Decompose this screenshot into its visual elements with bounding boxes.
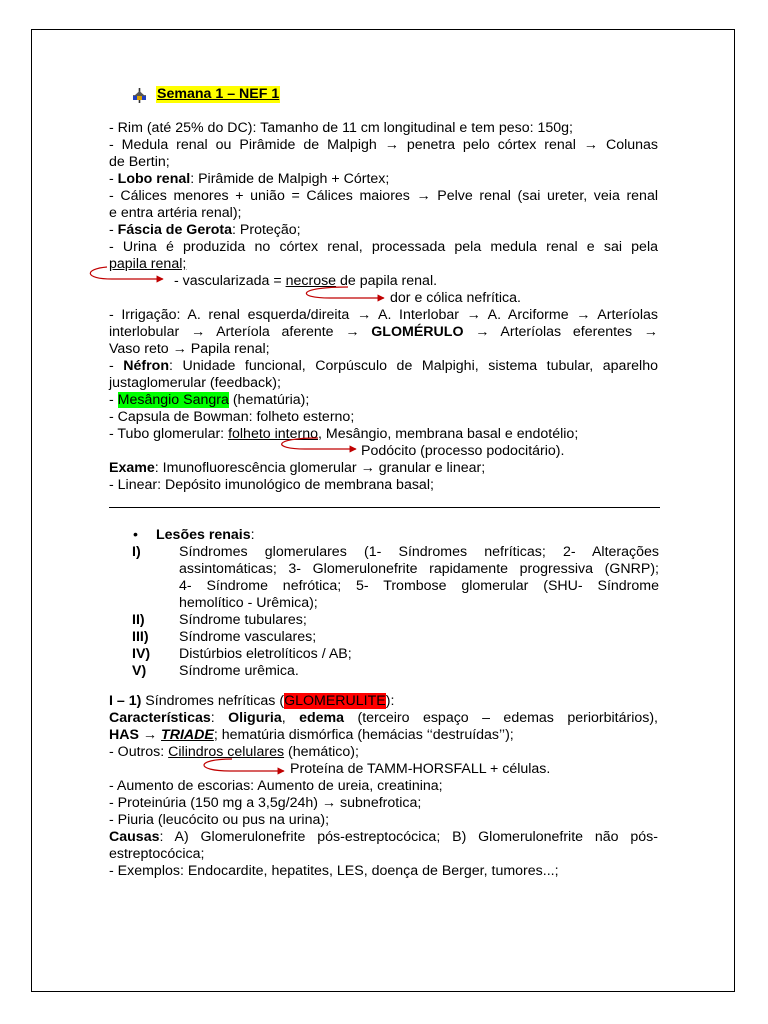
text-line: Causas: A) Glomerulonefrite pós-estreptocócica; B) Glomerulonefrite não pós- <box>109 829 658 845</box>
list-item: hemolítico - Urêmica); <box>179 595 318 611</box>
list-item: Síndrome tubulares; <box>179 612 307 628</box>
list-number: III) <box>132 629 149 645</box>
underlined-term: necrose <box>285 273 337 289</box>
list-item: Síndrome vasculares; <box>179 629 317 645</box>
text-line: - Medula renal ou Pirâmide de Malpigh → penetra pelo córtex renal → Colunas <box>109 137 658 153</box>
text-line: - Outros: Cilindros celulares (hemático); <box>109 744 359 760</box>
bold-term: Exame <box>109 460 155 476</box>
text-line: - Capsula de Bowman: folheto esterno; <box>109 409 355 425</box>
text-line: - Piuria (leucócito ou pus na urina); <box>109 812 330 828</box>
text-line: interlobular → Arteríola aferente → GLOMÉRULO → Arteríolas eferentes → <box>109 324 658 340</box>
highlighted-term: Mesângio Sangra <box>117 392 229 408</box>
list-item: 4- Síndrome nefrótica; 5- Trombose glomerular (SHU- Síndrome <box>179 578 659 594</box>
text-line: Características: Oliguria, edema (terceiro espaço – edemas periorbitários), <box>109 710 659 726</box>
list-number: II) <box>132 612 145 628</box>
text-line: justaglomerular (feedback); <box>109 375 281 391</box>
text-line: - Néfron: Unidade funcional, Corpúsculo de Malpighi, sistema tubular, aparelho <box>109 358 658 374</box>
underlined-term: folheto interno <box>228 426 318 442</box>
text-line: I – 1) Síndromes nefríticas (GLOMERULITE): <box>109 693 395 709</box>
emphasized-term: TRIADE <box>161 727 214 743</box>
text-line: - Urina é produzida no córtex renal, processada pela medula renal e sai pela <box>109 239 658 255</box>
list-item: Síndrome urêmica. <box>179 663 299 679</box>
list-item: assintomáticas; 3- Glomerulonefrite rapidamente progressiva (GNRP); <box>179 561 659 577</box>
page-title: Semana 1 – NEF 1 <box>157 86 280 102</box>
underlined-term: Cilindros celulares <box>168 744 285 760</box>
text-line: e entra artéria renal); <box>109 205 242 221</box>
text-line: - Lobo renal: Pirâmide de Malpigh + Córtex; <box>109 171 390 187</box>
text-line: - Fáscia de Gerota: Proteção; <box>109 222 301 238</box>
list-item: Distúrbios eletrolíticos / AB; <box>179 646 352 662</box>
list-number: IV) <box>132 646 151 662</box>
text-line: HAS → TRIADE; hematúria dismórfica (hemácias ‘‘destruídas’’); <box>109 727 514 743</box>
list-item: Síndromes glomerulares (1- Síndromes nefríticas; 2- Alterações <box>179 544 659 560</box>
list-number: V) <box>132 663 147 679</box>
text-line: Proteína de TAMM-HORSFALL + células. <box>290 761 551 777</box>
text-line: Podócito (processo podocitário). <box>361 443 565 459</box>
highlighted-term: GLOMERULITE <box>284 693 386 709</box>
text-line: Vaso reto → Papila renal; <box>109 341 270 357</box>
list-bullet: • <box>133 527 138 543</box>
bold-term: Lobo renal <box>117 171 191 187</box>
text-line: - Irrigação: A. renal esquerda/direita → A. Interlobar → A. Arciforme → Arteríolas <box>109 307 658 323</box>
text-line: Exame: Imunofluorescência glomerular → granular e linear; <box>109 460 486 476</box>
text-line: - Exemplos: Endocardite, hepatites, LES, doença de Berger, tumores...; <box>109 863 559 879</box>
text-line: - vascularizada = necrose de papila renal. <box>174 273 438 289</box>
text-line: - Rim (até 25% do DC): Tamanho de 11 cm longitudinal e tem peso: 150g; <box>109 120 573 136</box>
list-number: I) <box>132 544 141 560</box>
bold-term: Néfron <box>123 358 170 374</box>
text-line: dor e cólica nefrítica. <box>390 290 521 306</box>
text-line: - Proteinúria (150 mg a 3,5g/24h) → subnefrotica; <box>109 795 422 811</box>
text-line: - Mesângio Sangra (hematúria); <box>109 392 310 408</box>
bullet-icon <box>132 88 147 103</box>
text-line: - Tubo glomerular: folheto interno, Mesângio, membrana basal e endotélio; <box>109 426 579 442</box>
text-line: - Cálices menores + união = Cálices maiores → Pelve renal (sai ureter, veia renal <box>109 188 658 204</box>
text-line: papila renal; <box>109 256 187 272</box>
text-line: de Bertin; <box>109 154 170 170</box>
list-heading: Lesões renais: <box>156 527 255 543</box>
bold-term: GLOMÉRULO <box>371 324 464 340</box>
text-line: - Aumento de escorias: Aumento de ureia, creatinina; <box>109 778 443 794</box>
bold-term: Fáscia de Gerota <box>117 222 233 238</box>
text-line: - Linear: Depósito imunológico de membrana basal; <box>109 477 434 493</box>
horizontal-divider <box>109 507 660 508</box>
text-line: estreptocócica; <box>109 846 205 862</box>
